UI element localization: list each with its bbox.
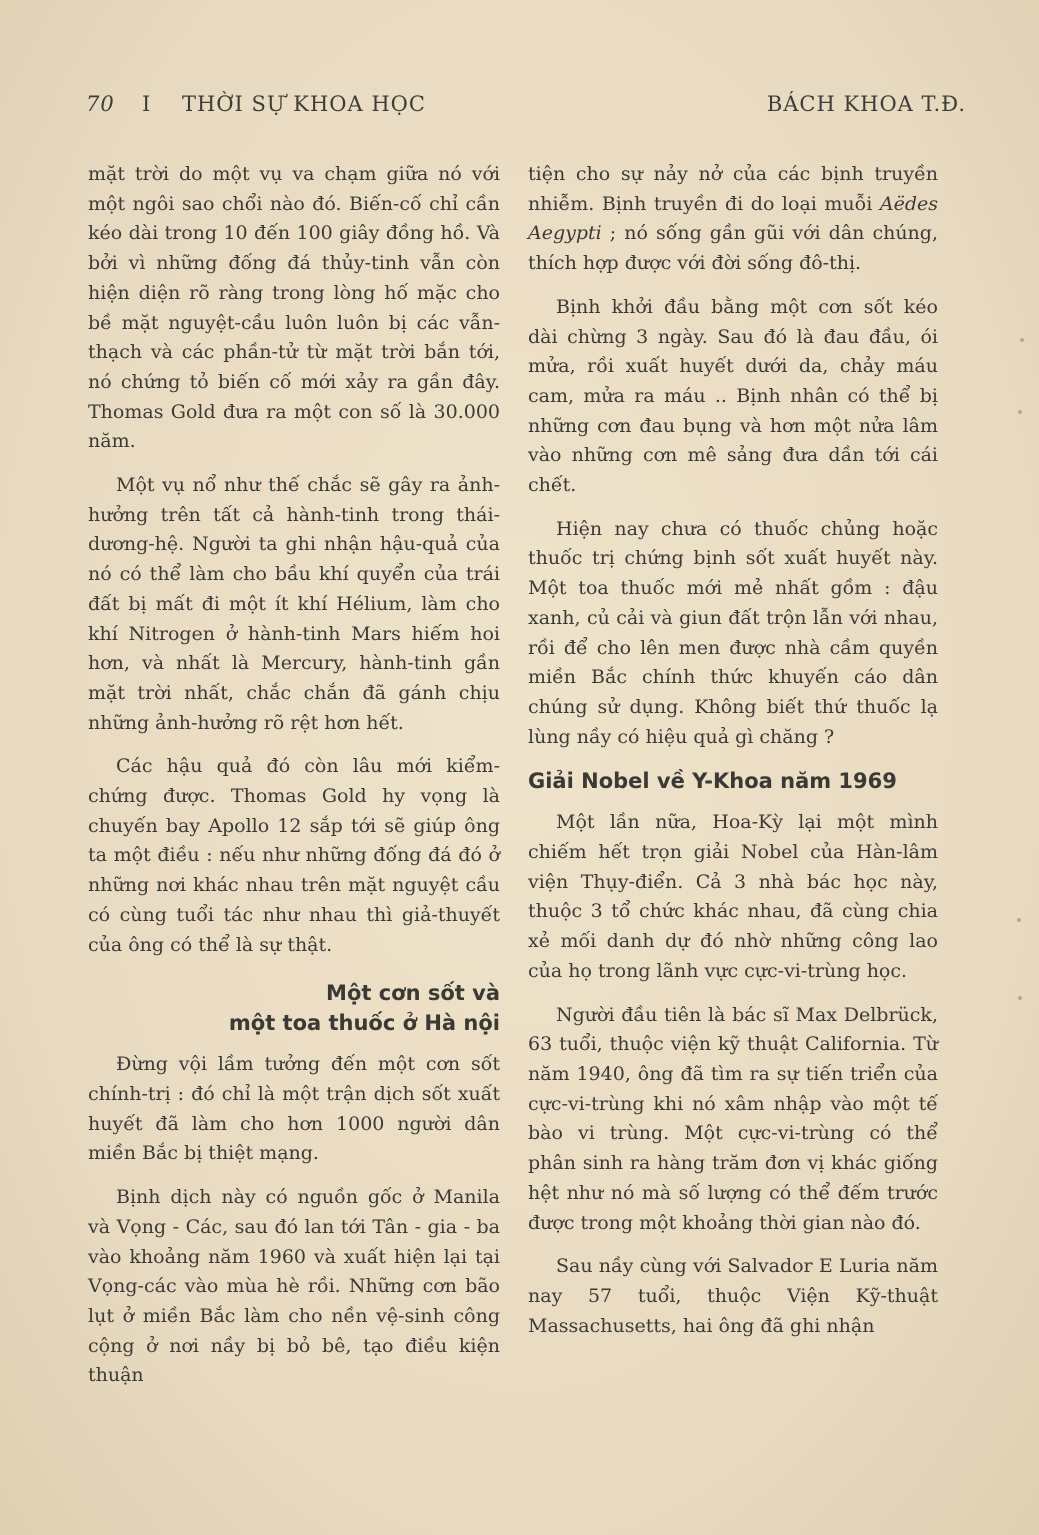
paper-speck (1018, 996, 1022, 1000)
left-paragraph-2: Một vụ nổ như thế chắc sẽ gây ra ảnh-hưởng trên tất cả hành-tinh trong thái-dương-hệ. Người ta ghi nhận hậu-quả của nó có thể làm cho bầu khí quyển của trái đất bị mất đi một ít khí Hélium, làm cho khí Nitrogen ở hành-tinh Mars hiếm hoi hơn, và nhất là Mercury, hành-tinh gần mặt trời nhất, chắc chắn đã gánh chịu những ảnh-hưởng rõ rệt hơn hết. (88, 474, 500, 734)
paper-speck (1018, 410, 1022, 414)
right-paragraph-1-end: ; nó sống gần gũi với dân chúng, thích hợp được với đời sống đô-thị. (528, 222, 938, 275)
paper-speck (1020, 338, 1024, 342)
left-paragraph-3: Các hậu quả đó còn lâu mới kiểm-chứng được. Thomas Gold hy vọng là chuyến bay Apollo 12 sắp tới sẽ giúp ông ta một điều : nếu như những đống đá đó ở những nơi khác nhau trên mặt nguyệt cầu có cùng tuổi tác như nhau thì giả-thuyết của ông có thể là sự thật. (88, 755, 500, 956)
journal-title: BÁCH KHOA T.Đ. (766, 92, 966, 116)
header-separator: I (142, 92, 152, 116)
right-paragraph-2: Bịnh khởi đầu bằng một cơn sốt kéo dài chừng 3 ngày. Sau đó là đau đầu, ói mửa, rồi xuất huyết dưới da, chảy máu cam, mửa ra máu .. Bịnh nhân có thể bị những cơn đau bụng và hơn một nửa lâm vào những cơn mê sảng đưa dần tới cái chết. (528, 295, 938, 497)
right-paragraph-3: Hiện nay chưa có thuốc chủng hoặc thuốc trị chứng bịnh sốt xuất huyết này. Một toa thuốc mới mẻ nhất gồm : đậu xanh, củ cải và giun đất trộn lẫn với nhau, rồi để cho lên men được nhà cầm quyền miền Bắc chính thức khuyến cáo dân chúng sử dụng. Không biết thứ thuốc lạ lùng nầy có hiệu quả gì chăng ? (528, 517, 938, 748)
article-heading-nobel: Giải Nobel về Y-Khoa năm 1969 (528, 769, 897, 794)
article-heading-fever (88, 978, 500, 1038)
left-paragraph-1: mặt trời do một vụ va chạm giữa nó với một ngôi sao chổi nào đó. Biến-cố chỉ cần kéo dài trong 10 đến 100 giây đồng hồ. Và bởi vì những đống đá thủy-tinh vẫn còn hiện diện rõ ràng trong lòng hố mặc cho bề mặt nguyệt-cầu luôn luôn bị các vẫn-thạch và các phần-tử từ mặt trời bắn tới, nó chứng tỏ biến cố mới xảy ra gần đây. Thomas Gold đưa ra một con số là 30.000 năm. (88, 163, 500, 453)
page-number: 70 (86, 92, 115, 116)
page-header (86, 92, 966, 124)
right-column (528, 160, 938, 1355)
left-paragraph-5: Bịnh dịch này có nguồn gốc ở Manila và Vọng - Các, sau đó lan tới Tân - gia - ba vào khoảng năm 1960 và xuất hiện lại tại Vọng-các vào mùa hè rồi. Những cơn bão lụt ở miền Bắc làm cho nền vệ-sinh công cộng ở nơi nầy bị bỏ bê, tạo điều kiện thuận (88, 1186, 500, 1387)
mosquito-species: Aëdes Aegypti (528, 192, 938, 245)
right-paragraph-6: Sau nầy cùng với Salvador E Luria năm nay 57 tuổi, thuộc Viện Kỹ-thuật Massachusetts, hai ông đã ghi nhận (528, 1255, 938, 1337)
right-paragraph-5: Người đầu tiên là bác sĩ Max Delbrück, 63 tuổi, thuộc viện kỹ thuật California. Từ năm 1940, ông đã tìm ra sự tiến triển của cực-vi-trùng khi nó xâm nhập vào một tế bào vi trùng. Một cực-vi-trùng có thể phân sinh ra hàng trăm đơn vị khác giống hệt như nó mà số lượng có thể đếm trước được trong một khoảng thời gian nào đó. (528, 1003, 938, 1234)
heading-line-1: Một cơn sốt và (326, 981, 500, 1006)
paper-speck (1017, 918, 1021, 922)
section-title: THỜI SỰ KHOA HỌC (182, 92, 426, 116)
right-paragraph-1-start: tiện cho sự nảy nở của các bịnh truyền nhiễm. Bịnh truyền đi do loại muỗi (528, 163, 938, 215)
right-paragraph-4: Một lần nữa, Hoa-Kỳ lại một mình chiếm hết trọn giải Nobel của Hàn-lâm viện Thụy-điển. Cả 3 nhà bác học này, thuộc 3 tổ chức khác nhau, đã cùng chia xẻ mối danh dự đó nhờ những công lao của họ trong lãnh vực cực-vi-trùng học. (528, 811, 938, 982)
left-paragraph-4: Đừng vội lầm tưởng đến một cơn sốt chính-trị : đó chỉ là một trận dịch sốt xuất huyết đã làm cho hơn 1000 người dân miền Bắc bị thiệt mạng. (88, 1053, 500, 1165)
left-column (88, 160, 500, 1405)
heading-line-2: một toa thuốc ở Hà nội (228, 1011, 500, 1036)
right-paragraph-1 (528, 160, 938, 279)
